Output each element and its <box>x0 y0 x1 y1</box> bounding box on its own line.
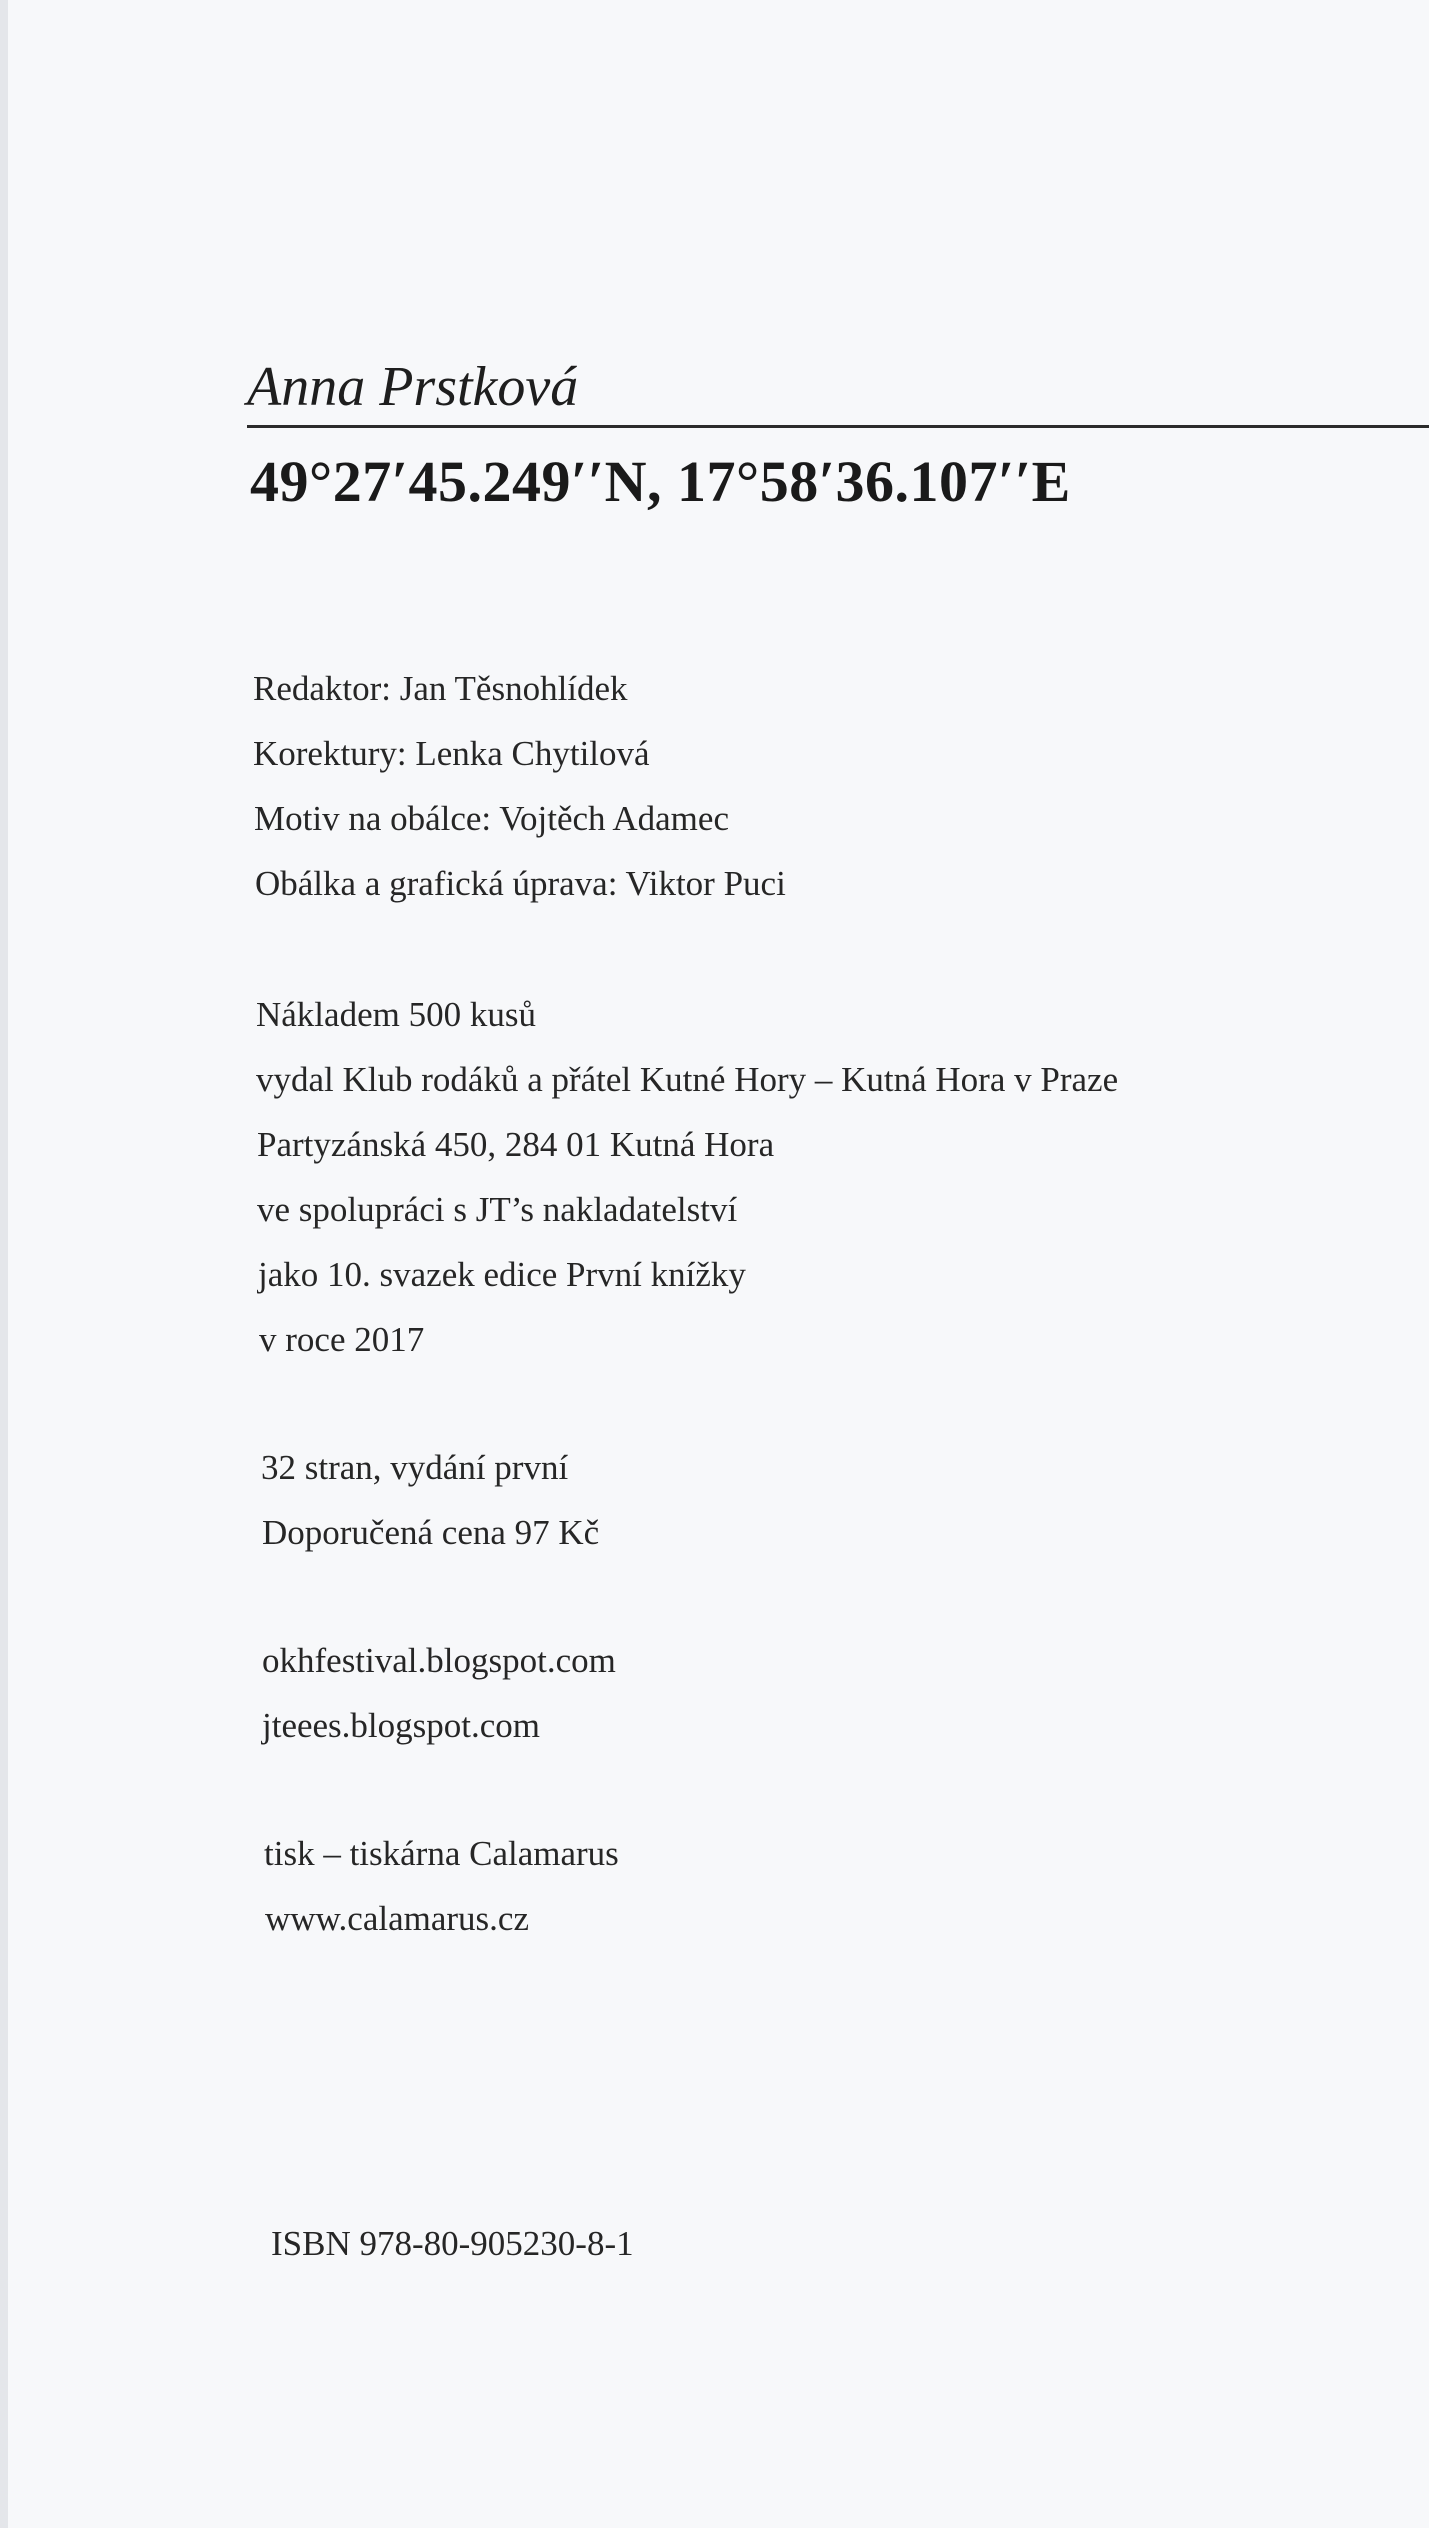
page-edge <box>0 0 8 2528</box>
website-link: okhfestival.blogspot.com <box>262 1641 616 1680</box>
publication-line: ve spolupráci s JT’s nakladatelství <box>257 1190 738 1229</box>
printer-website: www.calamarus.cz <box>265 1899 529 1938</box>
edition-price: Doporučená cena 97 Kč <box>262 1513 600 1552</box>
website-link: jteees.blogspot.com <box>262 1706 541 1745</box>
publication-line: v roce 2017 <box>259 1320 425 1359</box>
author-name: Anna Prstková <box>247 356 579 418</box>
publication-line: jako 10. svazek edice První knížky <box>258 1255 746 1294</box>
publication-line: Partyzánská 450, 284 01 Kutná Hora <box>257 1125 775 1164</box>
book-title: 49°27′45.249′′N, 17°58′36.107′′E <box>250 449 1071 514</box>
edition-pages: 32 stran, vydání první <box>261 1448 569 1487</box>
publication-line: vydal Klub rodáků a přátel Kutné Hory – Kutná Hora v Praze <box>256 1060 1119 1099</box>
publication-line: Nákladem 500 kusů <box>256 995 536 1034</box>
title-rule <box>247 425 1429 428</box>
credit-editor: Redaktor: Jan Těsnohlídek <box>253 669 628 708</box>
isbn: ISBN 978-80-905230-8-1 <box>271 2224 634 2263</box>
credit-cover-motif: Motiv na obálce: Vojtěch Adamec <box>254 799 729 838</box>
credit-design: Obálka a grafická úprava: Viktor Puci <box>255 864 786 903</box>
credit-proofreading: Korektury: Lenka Chytilová <box>253 734 650 773</box>
printer-name: tisk – tiskárna Calamarus <box>264 1834 619 1873</box>
